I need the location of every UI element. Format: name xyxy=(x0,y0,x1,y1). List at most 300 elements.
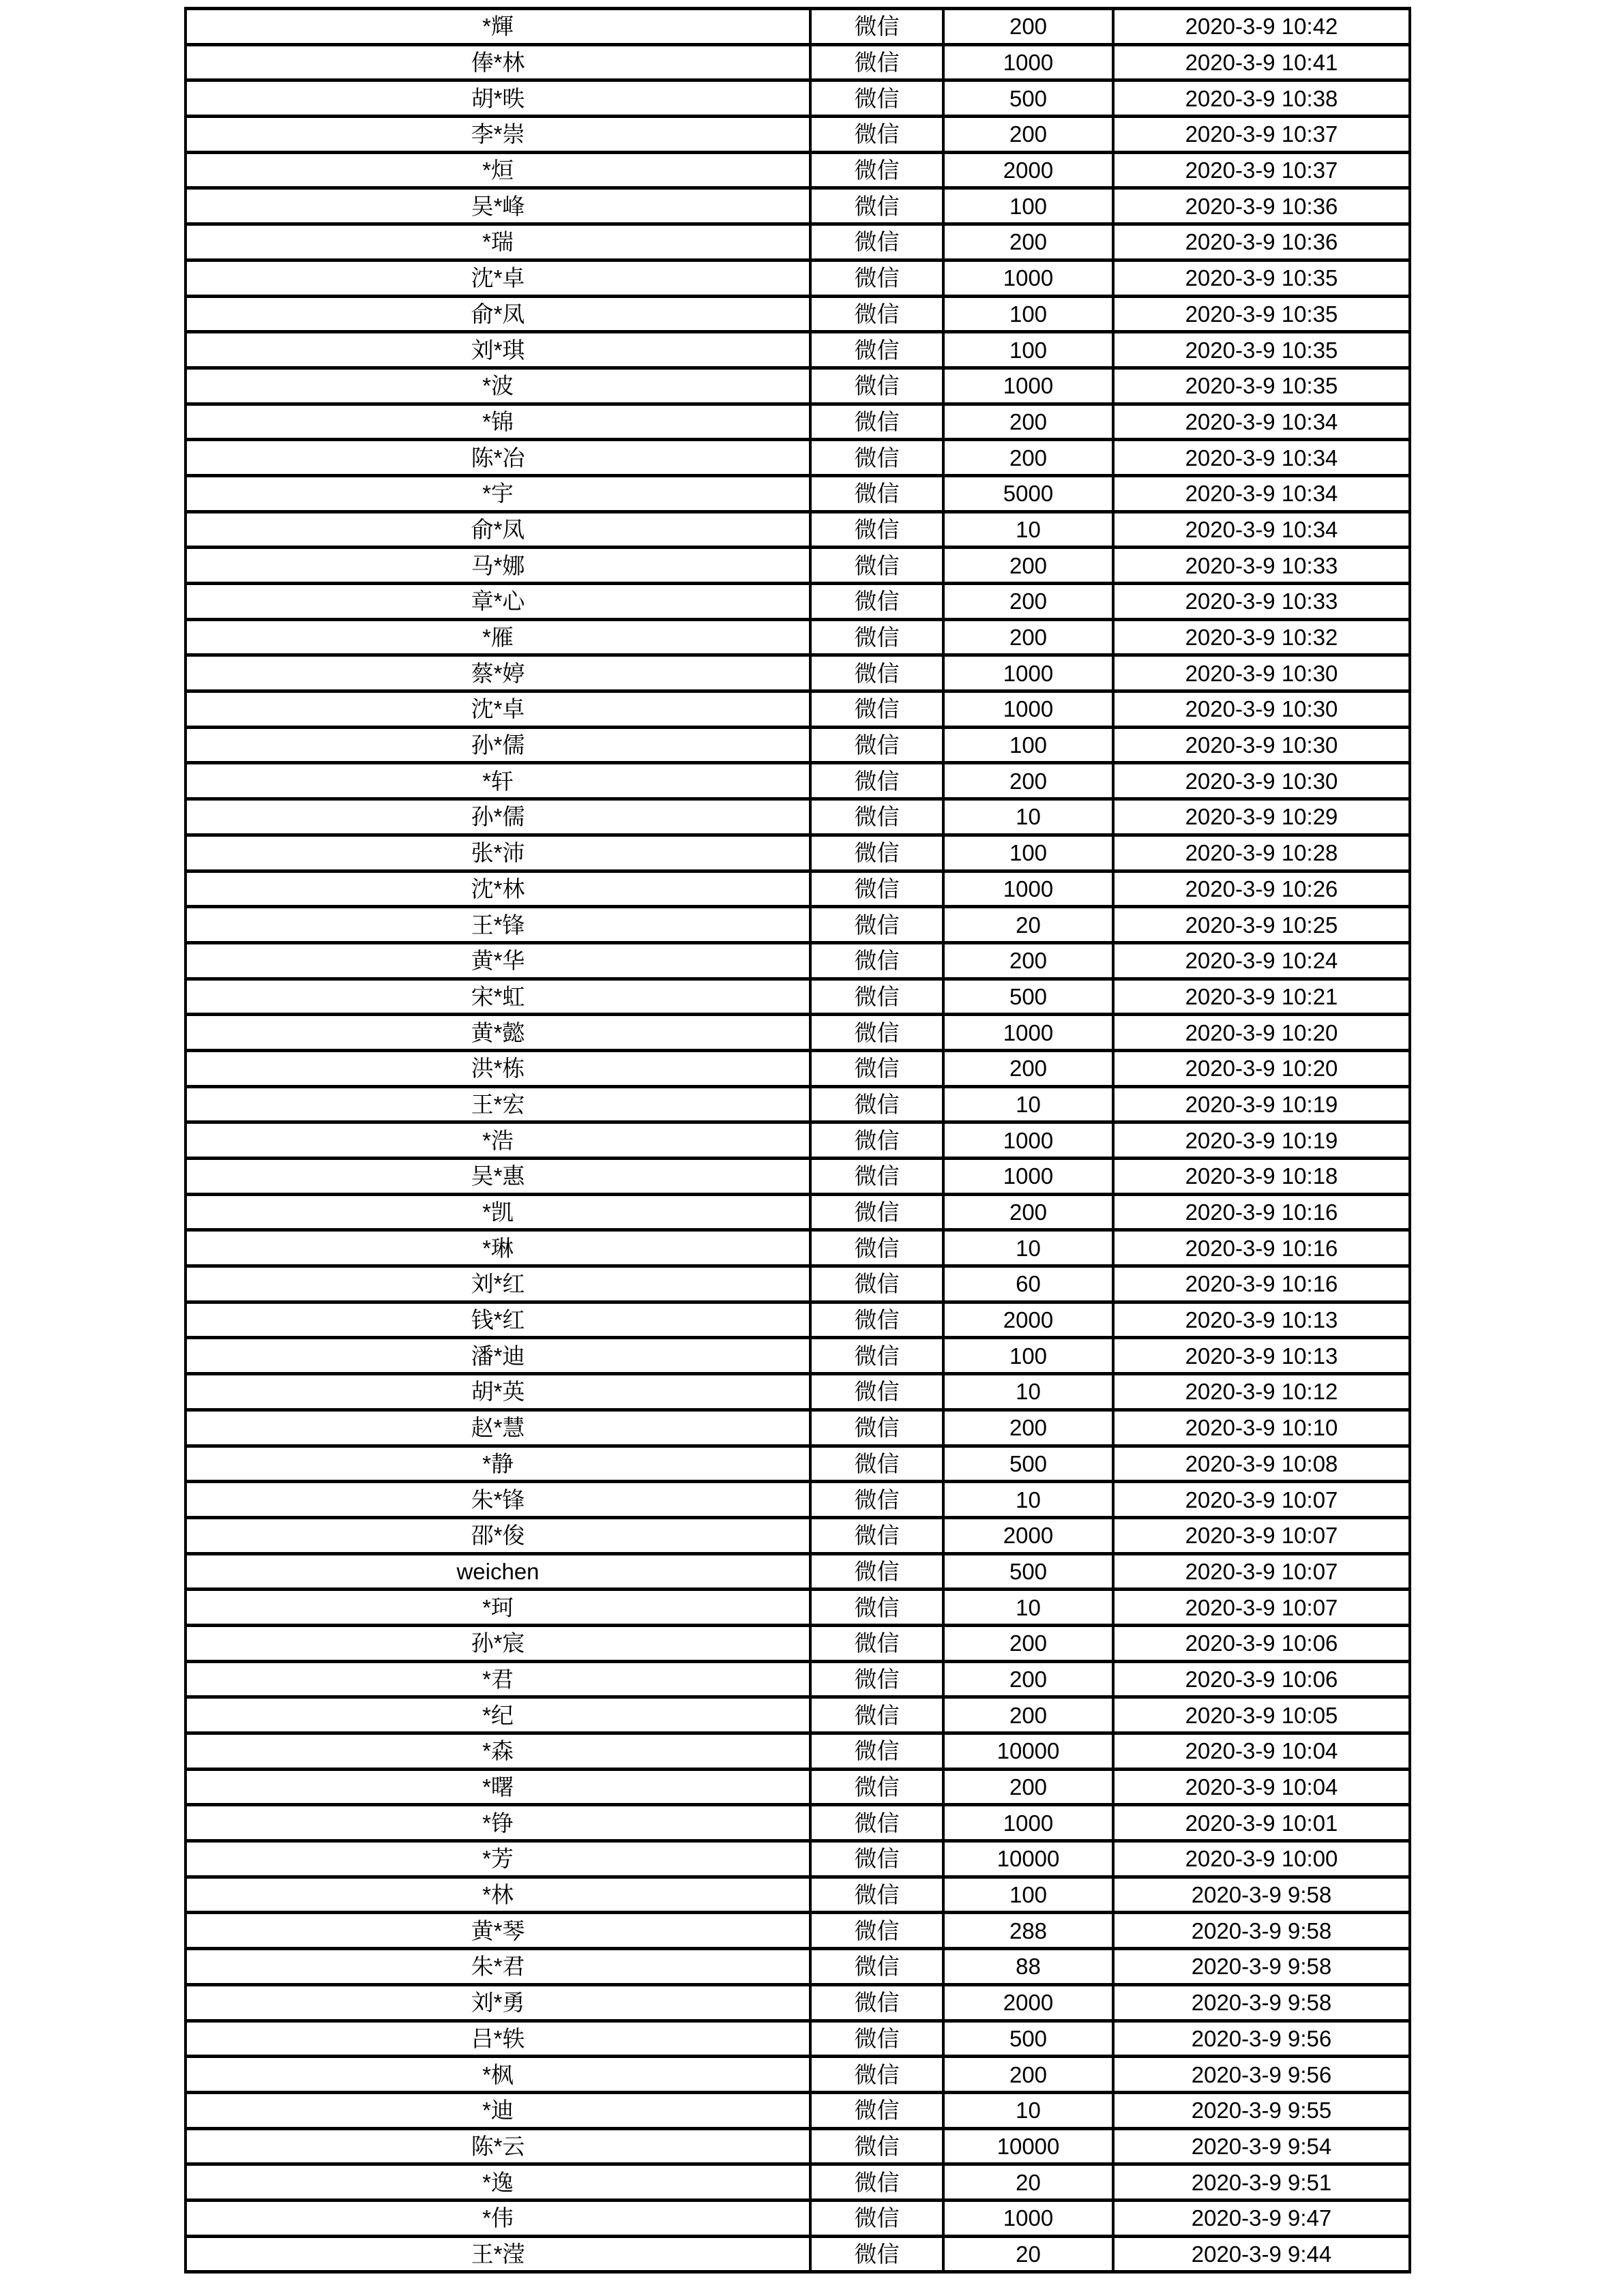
donor-name-cell: 胡*英 xyxy=(186,1374,810,1410)
amount-cell: 500 xyxy=(943,1553,1113,1590)
amount-cell: 100 xyxy=(943,727,1113,763)
amount-cell: 1000 xyxy=(943,1159,1113,1195)
amount-cell: 200 xyxy=(943,440,1113,476)
table-row xyxy=(186,1015,1410,1051)
table-row xyxy=(186,1086,1410,1122)
table-row xyxy=(186,1625,1410,1661)
table-row xyxy=(186,655,1410,691)
table-row xyxy=(186,1410,1410,1446)
amount-cell: 2000 xyxy=(943,1517,1113,1553)
table-row xyxy=(186,727,1410,763)
payment-channel-cell: 微信 xyxy=(810,1050,943,1086)
payment-channel-cell: 微信 xyxy=(810,763,943,799)
donor-name-cell: *轩 xyxy=(186,763,810,799)
amount-cell: 10 xyxy=(943,2092,1113,2128)
donor-name-cell: weichen xyxy=(186,1553,810,1590)
amount-cell: 200 xyxy=(943,584,1113,620)
donor-name-cell: *纪 xyxy=(186,1697,810,1733)
payment-channel-cell: 微信 xyxy=(810,655,943,691)
payment-channel-cell: 微信 xyxy=(810,1841,943,1877)
donor-name-cell: *凯 xyxy=(186,1194,810,1230)
payment-channel-cell: 微信 xyxy=(810,296,943,332)
donor-name-cell: 王*滢 xyxy=(186,2236,810,2272)
donor-name-cell: 朱*锋 xyxy=(186,1482,810,1518)
payment-channel-cell: 微信 xyxy=(810,1949,943,1985)
payment-channel-cell: 微信 xyxy=(810,44,943,80)
datetime-cell: 2020-3-9 10:05 xyxy=(1113,1697,1410,1733)
table-row xyxy=(186,2164,1410,2201)
table-row xyxy=(186,691,1410,728)
donor-name-cell: *浩 xyxy=(186,1122,810,1159)
datetime-cell: 2020-3-9 10:18 xyxy=(1113,1159,1410,1195)
amount-cell: 200 xyxy=(943,763,1113,799)
table-row xyxy=(186,1877,1410,1913)
amount-cell: 200 xyxy=(943,2057,1113,2093)
table-row xyxy=(186,1266,1410,1302)
table-row xyxy=(186,2200,1410,2236)
payment-channel-cell: 微信 xyxy=(810,1877,943,1913)
payment-channel-cell: 微信 xyxy=(810,1769,943,1805)
datetime-cell: 2020-3-9 10:13 xyxy=(1113,1338,1410,1374)
payment-channel-cell: 微信 xyxy=(810,1661,943,1697)
payment-channel-cell: 微信 xyxy=(810,1302,943,1338)
payment-channel-cell: 微信 xyxy=(810,1913,943,1949)
donor-name-cell: *森 xyxy=(186,1733,810,1770)
table-row xyxy=(186,584,1410,620)
datetime-cell: 2020-3-9 10:38 xyxy=(1113,80,1410,117)
table-row xyxy=(186,2057,1410,2093)
amount-cell: 100 xyxy=(943,1877,1113,1913)
amount-cell: 200 xyxy=(943,1050,1113,1086)
table-row xyxy=(186,1697,1410,1733)
datetime-cell: 2020-3-9 9:47 xyxy=(1113,2200,1410,2236)
amount-cell: 1000 xyxy=(943,1015,1113,1051)
donor-name-cell: 吴*峰 xyxy=(186,188,810,224)
datetime-cell: 2020-3-9 10:08 xyxy=(1113,1446,1410,1482)
payment-channel-cell: 微信 xyxy=(810,1374,943,1410)
payment-channel-cell: 微信 xyxy=(810,1159,943,1195)
payment-channel-cell: 微信 xyxy=(810,799,943,835)
payment-channel-cell: 微信 xyxy=(810,942,943,979)
payment-channel-cell: 微信 xyxy=(810,1733,943,1770)
datetime-cell: 2020-3-9 10:35 xyxy=(1113,368,1410,404)
payment-channel-cell: 微信 xyxy=(810,1482,943,1518)
amount-cell: 60 xyxy=(943,1266,1113,1302)
payment-channel-cell: 微信 xyxy=(810,1625,943,1661)
donor-name-cell: 胡*昳 xyxy=(186,80,810,117)
donor-name-cell: 马*娜 xyxy=(186,548,810,584)
datetime-cell: 2020-3-9 10:42 xyxy=(1113,9,1410,45)
table-row xyxy=(186,117,1410,153)
table-row xyxy=(186,224,1410,260)
donor-name-cell: 王*宏 xyxy=(186,1086,810,1122)
amount-cell: 88 xyxy=(943,1949,1113,1985)
table-row xyxy=(186,1590,1410,1626)
amount-cell: 100 xyxy=(943,332,1113,368)
amount-cell: 1000 xyxy=(943,2200,1113,2236)
datetime-cell: 2020-3-9 10:29 xyxy=(1113,799,1410,835)
datetime-cell: 2020-3-9 10:07 xyxy=(1113,1517,1410,1553)
amount-cell: 100 xyxy=(943,835,1113,871)
payment-channel-cell: 微信 xyxy=(810,440,943,476)
datetime-cell: 2020-3-9 9:54 xyxy=(1113,2128,1410,2164)
payment-channel-cell: 微信 xyxy=(810,511,943,548)
donor-name-cell: 邵*俊 xyxy=(186,1517,810,1553)
payment-channel-cell: 微信 xyxy=(810,2200,943,2236)
datetime-cell: 2020-3-9 10:30 xyxy=(1113,727,1410,763)
donor-name-cell: 黄*琴 xyxy=(186,1913,810,1949)
amount-cell: 1000 xyxy=(943,1122,1113,1159)
payment-channel-cell: 微信 xyxy=(810,2128,943,2164)
datetime-cell: 2020-3-9 10:37 xyxy=(1113,152,1410,188)
datetime-cell: 2020-3-9 10:06 xyxy=(1113,1625,1410,1661)
datetime-cell: 2020-3-9 10:33 xyxy=(1113,584,1410,620)
amount-cell: 200 xyxy=(943,224,1113,260)
payment-channel-cell: 微信 xyxy=(810,368,943,404)
table-row xyxy=(186,2236,1410,2272)
donor-name-cell: 吴*惠 xyxy=(186,1159,810,1195)
table-row xyxy=(186,979,1410,1015)
donor-name-cell: *烜 xyxy=(186,152,810,188)
datetime-cell: 2020-3-9 10:16 xyxy=(1113,1266,1410,1302)
datetime-cell: 2020-3-9 10:16 xyxy=(1113,1230,1410,1266)
donor-name-cell: *宇 xyxy=(186,475,810,511)
table-row xyxy=(186,1230,1410,1266)
datetime-cell: 2020-3-9 10:19 xyxy=(1113,1086,1410,1122)
table-row xyxy=(186,1805,1410,1841)
table-row xyxy=(186,152,1410,188)
donor-name-cell: *静 xyxy=(186,1446,810,1482)
table-row xyxy=(186,332,1410,368)
table-row xyxy=(186,763,1410,799)
payment-channel-cell: 微信 xyxy=(810,2057,943,2093)
donor-name-cell: 俞*凤 xyxy=(186,296,810,332)
amount-cell: 200 xyxy=(943,942,1113,979)
table-row xyxy=(186,475,1410,511)
datetime-cell: 2020-3-9 10:07 xyxy=(1113,1553,1410,1590)
amount-cell: 1000 xyxy=(943,655,1113,691)
donor-name-cell: *逸 xyxy=(186,2164,810,2201)
payment-channel-cell: 微信 xyxy=(810,1194,943,1230)
table-row xyxy=(186,1553,1410,1590)
donor-name-cell: *枫 xyxy=(186,2057,810,2093)
donor-name-cell: *锦 xyxy=(186,404,810,440)
table-row xyxy=(186,2128,1410,2164)
amount-cell: 200 xyxy=(943,9,1113,45)
table-row xyxy=(186,1482,1410,1518)
donor-name-cell: 陈*冶 xyxy=(186,440,810,476)
table-row xyxy=(186,1913,1410,1949)
payment-channel-cell: 微信 xyxy=(810,1697,943,1733)
amount-cell: 200 xyxy=(943,548,1113,584)
datetime-cell: 2020-3-9 10:37 xyxy=(1113,117,1410,153)
amount-cell: 1000 xyxy=(943,368,1113,404)
datetime-cell: 2020-3-9 10:07 xyxy=(1113,1590,1410,1626)
datetime-cell: 2020-3-9 10:20 xyxy=(1113,1050,1410,1086)
table-row xyxy=(186,1374,1410,1410)
payment-channel-cell: 微信 xyxy=(810,584,943,620)
donor-name-cell: *波 xyxy=(186,368,810,404)
datetime-cell: 2020-3-9 10:01 xyxy=(1113,1805,1410,1841)
datetime-cell: 2020-3-9 9:44 xyxy=(1113,2236,1410,2272)
amount-cell: 200 xyxy=(943,117,1113,153)
datetime-cell: 2020-3-9 10:28 xyxy=(1113,835,1410,871)
amount-cell: 2000 xyxy=(943,152,1113,188)
datetime-cell: 2020-3-9 10:25 xyxy=(1113,907,1410,943)
donor-name-cell: *伟 xyxy=(186,2200,810,2236)
donor-name-cell: 沈*卓 xyxy=(186,691,810,728)
amount-cell: 10 xyxy=(943,1590,1113,1626)
donor-name-cell: *迪 xyxy=(186,2092,810,2128)
datetime-cell: 2020-3-9 10:16 xyxy=(1113,1194,1410,1230)
table-row xyxy=(186,799,1410,835)
table-row xyxy=(186,44,1410,80)
amount-cell: 200 xyxy=(943,1661,1113,1697)
donor-name-cell: 俞*凤 xyxy=(186,511,810,548)
donor-name-cell: 孙*宸 xyxy=(186,1625,810,1661)
amount-cell: 2000 xyxy=(943,1302,1113,1338)
table-row xyxy=(186,907,1410,943)
amount-cell: 1000 xyxy=(943,871,1113,907)
amount-cell: 500 xyxy=(943,2021,1113,2057)
amount-cell: 288 xyxy=(943,1913,1113,1949)
donor-name-cell: *林 xyxy=(186,1877,810,1913)
datetime-cell: 2020-3-9 10:19 xyxy=(1113,1122,1410,1159)
table-row xyxy=(186,1517,1410,1553)
datetime-cell: 2020-3-9 10:34 xyxy=(1113,440,1410,476)
donor-name-cell: 章*心 xyxy=(186,584,810,620)
table-row xyxy=(186,1984,1410,2021)
datetime-cell: 2020-3-9 10:34 xyxy=(1113,511,1410,548)
table-row xyxy=(186,1841,1410,1877)
payment-channel-cell: 微信 xyxy=(810,619,943,655)
donor-name-cell: 宋*虹 xyxy=(186,979,810,1015)
table-row xyxy=(186,296,1410,332)
amount-cell: 1000 xyxy=(943,1805,1113,1841)
amount-cell: 10 xyxy=(943,1086,1113,1122)
donor-name-cell: 孙*儒 xyxy=(186,727,810,763)
table-row xyxy=(186,1949,1410,1985)
donor-name-cell: 沈*林 xyxy=(186,871,810,907)
datetime-cell: 2020-3-9 9:55 xyxy=(1113,2092,1410,2128)
payment-channel-cell: 微信 xyxy=(810,835,943,871)
table-row xyxy=(186,404,1410,440)
payment-channel-cell: 微信 xyxy=(810,1590,943,1626)
amount-cell: 500 xyxy=(943,979,1113,1015)
datetime-cell: 2020-3-9 9:51 xyxy=(1113,2164,1410,2201)
donor-name-cell: *琳 xyxy=(186,1230,810,1266)
table-row xyxy=(186,1338,1410,1374)
donor-name-cell: 朱*君 xyxy=(186,1949,810,1985)
table-row xyxy=(186,2092,1410,2128)
payment-channel-cell: 微信 xyxy=(810,1015,943,1051)
table-row xyxy=(186,548,1410,584)
donor-name-cell: *君 xyxy=(186,1661,810,1697)
amount-cell: 10000 xyxy=(943,2128,1113,2164)
datetime-cell: 2020-3-9 10:10 xyxy=(1113,1410,1410,1446)
payment-channel-cell: 微信 xyxy=(810,117,943,153)
payment-channel-cell: 微信 xyxy=(810,907,943,943)
payment-channel-cell: 微信 xyxy=(810,9,943,45)
datetime-cell: 2020-3-9 10:30 xyxy=(1113,655,1410,691)
amount-cell: 200 xyxy=(943,404,1113,440)
donor-name-cell: *瑞 xyxy=(186,224,810,260)
amount-cell: 200 xyxy=(943,1769,1113,1805)
payment-channel-cell: 微信 xyxy=(810,1122,943,1159)
payment-channel-cell: 微信 xyxy=(810,1266,943,1302)
amount-cell: 10 xyxy=(943,1482,1113,1518)
payment-channel-cell: 微信 xyxy=(810,2021,943,2057)
datetime-cell: 2020-3-9 10:35 xyxy=(1113,332,1410,368)
datetime-cell: 2020-3-9 10:06 xyxy=(1113,1661,1410,1697)
table-row xyxy=(186,1159,1410,1195)
table-row xyxy=(186,1050,1410,1086)
payment-channel-cell: 微信 xyxy=(810,2236,943,2272)
amount-cell: 200 xyxy=(943,1194,1113,1230)
table-row xyxy=(186,2021,1410,2057)
payment-channel-cell: 微信 xyxy=(810,979,943,1015)
table-row xyxy=(186,835,1410,871)
donor-name-cell: 刘*红 xyxy=(186,1266,810,1302)
datetime-cell: 2020-3-9 9:58 xyxy=(1113,1877,1410,1913)
amount-cell: 200 xyxy=(943,1410,1113,1446)
table-row xyxy=(186,260,1410,296)
payment-channel-cell: 微信 xyxy=(810,1338,943,1374)
donor-name-cell: *芳 xyxy=(186,1841,810,1877)
donor-name-cell: 黄*华 xyxy=(186,942,810,979)
table-row xyxy=(186,368,1410,404)
donor-name-cell: 沈*卓 xyxy=(186,260,810,296)
donor-name-cell: 洪*栋 xyxy=(186,1050,810,1086)
table-row xyxy=(186,440,1410,476)
donation-records-table xyxy=(184,7,1411,2273)
datetime-cell: 2020-3-9 10:04 xyxy=(1113,1769,1410,1805)
datetime-cell: 2020-3-9 10:07 xyxy=(1113,1482,1410,1518)
donor-name-cell: 刘*琪 xyxy=(186,332,810,368)
table-row xyxy=(186,188,1410,224)
table-row xyxy=(186,1446,1410,1482)
payment-channel-cell: 微信 xyxy=(810,332,943,368)
payment-channel-cell: 微信 xyxy=(810,691,943,728)
table-row xyxy=(186,1769,1410,1805)
payment-channel-cell: 微信 xyxy=(810,1553,943,1590)
table-row xyxy=(186,1733,1410,1770)
payment-channel-cell: 微信 xyxy=(810,475,943,511)
table-row xyxy=(186,942,1410,979)
table-row xyxy=(186,511,1410,548)
payment-channel-cell: 微信 xyxy=(810,1446,943,1482)
payment-channel-cell: 微信 xyxy=(810,871,943,907)
donor-name-cell: 赵*慧 xyxy=(186,1410,810,1446)
table-row xyxy=(186,1661,1410,1697)
donor-name-cell: 张*沛 xyxy=(186,835,810,871)
table-body xyxy=(186,9,1410,2272)
table-row xyxy=(186,619,1410,655)
payment-channel-cell: 微信 xyxy=(810,727,943,763)
donor-name-cell: *雁 xyxy=(186,619,810,655)
table-row xyxy=(186,80,1410,117)
amount-cell: 1000 xyxy=(943,260,1113,296)
amount-cell: 20 xyxy=(943,2164,1113,2201)
amount-cell: 10 xyxy=(943,511,1113,548)
amount-cell: 10 xyxy=(943,1374,1113,1410)
payment-channel-cell: 微信 xyxy=(810,404,943,440)
datetime-cell: 2020-3-9 10:00 xyxy=(1113,1841,1410,1877)
amount-cell: 20 xyxy=(943,2236,1113,2272)
donor-name-cell: 陈*云 xyxy=(186,2128,810,2164)
amount-cell: 1000 xyxy=(943,44,1113,80)
datetime-cell: 2020-3-9 10:26 xyxy=(1113,871,1410,907)
datetime-cell: 2020-3-9 9:58 xyxy=(1113,1949,1410,1985)
table-row xyxy=(186,871,1410,907)
payment-channel-cell: 微信 xyxy=(810,1517,943,1553)
donor-name-cell: 王*锋 xyxy=(186,907,810,943)
donor-name-cell: *輝 xyxy=(186,9,810,45)
datetime-cell: 2020-3-9 10:30 xyxy=(1113,763,1410,799)
amount-cell: 20 xyxy=(943,907,1113,943)
datetime-cell: 2020-3-9 10:21 xyxy=(1113,979,1410,1015)
amount-cell: 10 xyxy=(943,799,1113,835)
payment-channel-cell: 微信 xyxy=(810,188,943,224)
datetime-cell: 2020-3-9 10:35 xyxy=(1113,296,1410,332)
amount-cell: 10 xyxy=(943,1230,1113,1266)
amount-cell: 100 xyxy=(943,296,1113,332)
donor-name-cell: 潘*迪 xyxy=(186,1338,810,1374)
table-row xyxy=(186,1122,1410,1159)
amount-cell: 2000 xyxy=(943,1984,1113,2021)
amount-cell: 200 xyxy=(943,1697,1113,1733)
datetime-cell: 2020-3-9 9:58 xyxy=(1113,1913,1410,1949)
datetime-cell: 2020-3-9 10:34 xyxy=(1113,475,1410,511)
table-row xyxy=(186,1194,1410,1230)
datetime-cell: 2020-3-9 9:56 xyxy=(1113,2057,1410,2093)
amount-cell: 5000 xyxy=(943,475,1113,511)
donor-name-cell: *铮 xyxy=(186,1805,810,1841)
datetime-cell: 2020-3-9 10:34 xyxy=(1113,404,1410,440)
payment-channel-cell: 微信 xyxy=(810,2164,943,2201)
amount-cell: 10000 xyxy=(943,1733,1113,1770)
datetime-cell: 2020-3-9 10:12 xyxy=(1113,1374,1410,1410)
datetime-cell: 2020-3-9 10:33 xyxy=(1113,548,1410,584)
datetime-cell: 2020-3-9 10:24 xyxy=(1113,942,1410,979)
amount-cell: 500 xyxy=(943,80,1113,117)
payment-channel-cell: 微信 xyxy=(810,1230,943,1266)
payment-channel-cell: 微信 xyxy=(810,1984,943,2021)
datetime-cell: 2020-3-9 10:20 xyxy=(1113,1015,1410,1051)
datetime-cell: 2020-3-9 10:41 xyxy=(1113,44,1410,80)
donor-name-cell: 黄*懿 xyxy=(186,1015,810,1051)
donor-name-cell: 钱*红 xyxy=(186,1302,810,1338)
payment-channel-cell: 微信 xyxy=(810,548,943,584)
donor-name-cell: *曙 xyxy=(186,1769,810,1805)
datetime-cell: 2020-3-9 10:35 xyxy=(1113,260,1410,296)
table-row xyxy=(186,1302,1410,1338)
payment-channel-cell: 微信 xyxy=(810,260,943,296)
payment-channel-cell: 微信 xyxy=(810,1805,943,1841)
amount-cell: 100 xyxy=(943,1338,1113,1374)
amount-cell: 10000 xyxy=(943,1841,1113,1877)
payment-channel-cell: 微信 xyxy=(810,1410,943,1446)
amount-cell: 1000 xyxy=(943,691,1113,728)
amount-cell: 100 xyxy=(943,188,1113,224)
donor-name-cell: *珂 xyxy=(186,1590,810,1626)
donor-name-cell: 吕*轶 xyxy=(186,2021,810,2057)
table-row xyxy=(186,9,1410,45)
datetime-cell: 2020-3-9 10:36 xyxy=(1113,224,1410,260)
payment-channel-cell: 微信 xyxy=(810,80,943,117)
payment-channel-cell: 微信 xyxy=(810,224,943,260)
amount-cell: 200 xyxy=(943,1625,1113,1661)
